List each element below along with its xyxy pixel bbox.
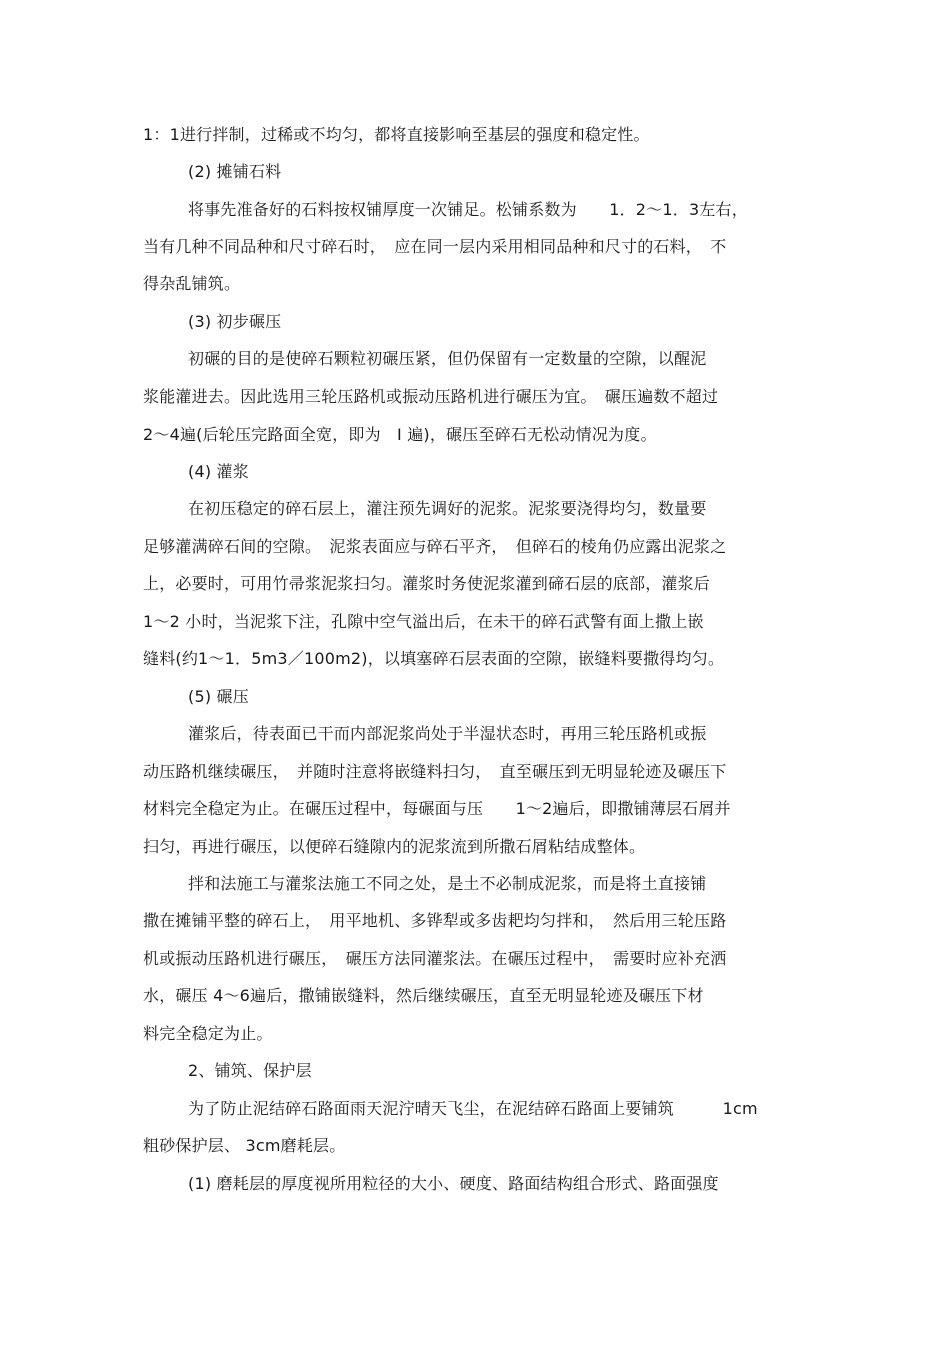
text-line: 拌和法施工与灌浆法施工不同之处，是土不必制成泥浆，而是将土直接铺 xyxy=(188,874,707,893)
text-line: 撒在摊铺平整的碎石上， 用平地机、多铧犁或多齿耙均匀拌和， 然后用三轮压路 xyxy=(143,911,727,930)
text-line: 水，碾压 4～6遍后，撒铺嵌缝料，然后继续碾压，直至无明显轮迹及碾压下材 xyxy=(143,986,704,1005)
text-line: 动压路机继续碾压， 并随时注意将嵌缝料扫匀， 直至碾压到无明显轮迹及碾压下 xyxy=(143,762,727,781)
text-line: 浆能灌进去。因此选用三轮压路机或振动压路机进行碾压为宜。 碾压遍数不超过 xyxy=(143,387,719,406)
text-line: 为了防止泥结碎石路面雨天泥泞晴天飞尘，在泥结碎石路面上要铺筑 1cm xyxy=(188,1099,758,1118)
text-line: 扫匀，再进行碾压，以便碎石缝隙内的泥浆流到所撒石屑粘结成整体。 xyxy=(143,837,646,856)
text-line: 2～4遍(后轮压完路面全宽，即为 I 遍)，碾压至碎石无松动情况为度。 xyxy=(143,425,657,444)
text-line: 得杂乱铺筑。 xyxy=(143,274,241,293)
text-line: 上，必要时，可用竹帚浆泥浆扫匀。灌浆时务使泥浆灌到碲石层的底部，灌浆后 xyxy=(143,574,711,593)
text-line: 当有几种不同品种和尺寸碎石时， 应在同一层内采用相同品种和尺寸的石料， 不 xyxy=(143,237,727,256)
text-line: 初碾的目的是使碎石颗粒初碾压紧，但仍保留有一定数量的空隙，以醒泥 xyxy=(188,349,707,368)
section-heading: (4) 灌浆 xyxy=(188,462,249,481)
section-heading: 2、铺筑、保护层 xyxy=(188,1061,312,1080)
text-line: 将事先准备好的石料按权铺厚度一次铺足。松铺系数为 1．2～1．3左右， xyxy=(188,200,748,219)
text-line: (1) 磨耗层的厚度视所用粒径的大小、硬度、路面结构组合形式、路面强度 xyxy=(188,1174,719,1193)
text-line: 粗砂保护层、 3cm磨耗层。 xyxy=(143,1136,346,1155)
text-line: 1～2 小时，当泥浆下注，孔隙中空气溢出后，在未干的碎石武警有面上撒上嵌 xyxy=(143,612,704,631)
text-line: 材料完全稳定为止。在碾压过程中，每碾面与压 1～2遍后，即撒铺薄层石屑并 xyxy=(143,799,731,818)
text-line: 1：1进行拌制，过稀或不均匀，都将直接影响至基层的强度和稳定性。 xyxy=(143,125,650,144)
text-line: 料完全稳定为止。 xyxy=(143,1024,273,1043)
text-line: 机或振动压路机进行碾压， 碾压方法同灌浆法。在碾压过程中， 需要时应补充洒 xyxy=(143,949,727,968)
text-line: 灌浆后，待表面已干而内部泥浆尚处于半湿状态时，再用三轮压路机或振 xyxy=(188,724,707,743)
text-line: 在初压稳定的碎石层上，灌注预先调好的泥浆。泥浆要浇得均匀，数量要 xyxy=(188,499,707,518)
text-line: 足够灌满碎石间的空隙。 泥浆表面应与碎石平齐， 但碎石的棱角仍应露出泥浆之 xyxy=(143,537,727,556)
section-heading: (2) 摊铺石料 xyxy=(188,162,282,181)
text-line: 缝料(约1～1．5m3／100m2)，以填塞碎石层表面的空隙，嵌缝料要撒得均匀。 xyxy=(143,649,725,668)
section-heading: (3) 初步碾压 xyxy=(188,312,282,331)
section-heading: (5) 碾压 xyxy=(188,687,249,706)
